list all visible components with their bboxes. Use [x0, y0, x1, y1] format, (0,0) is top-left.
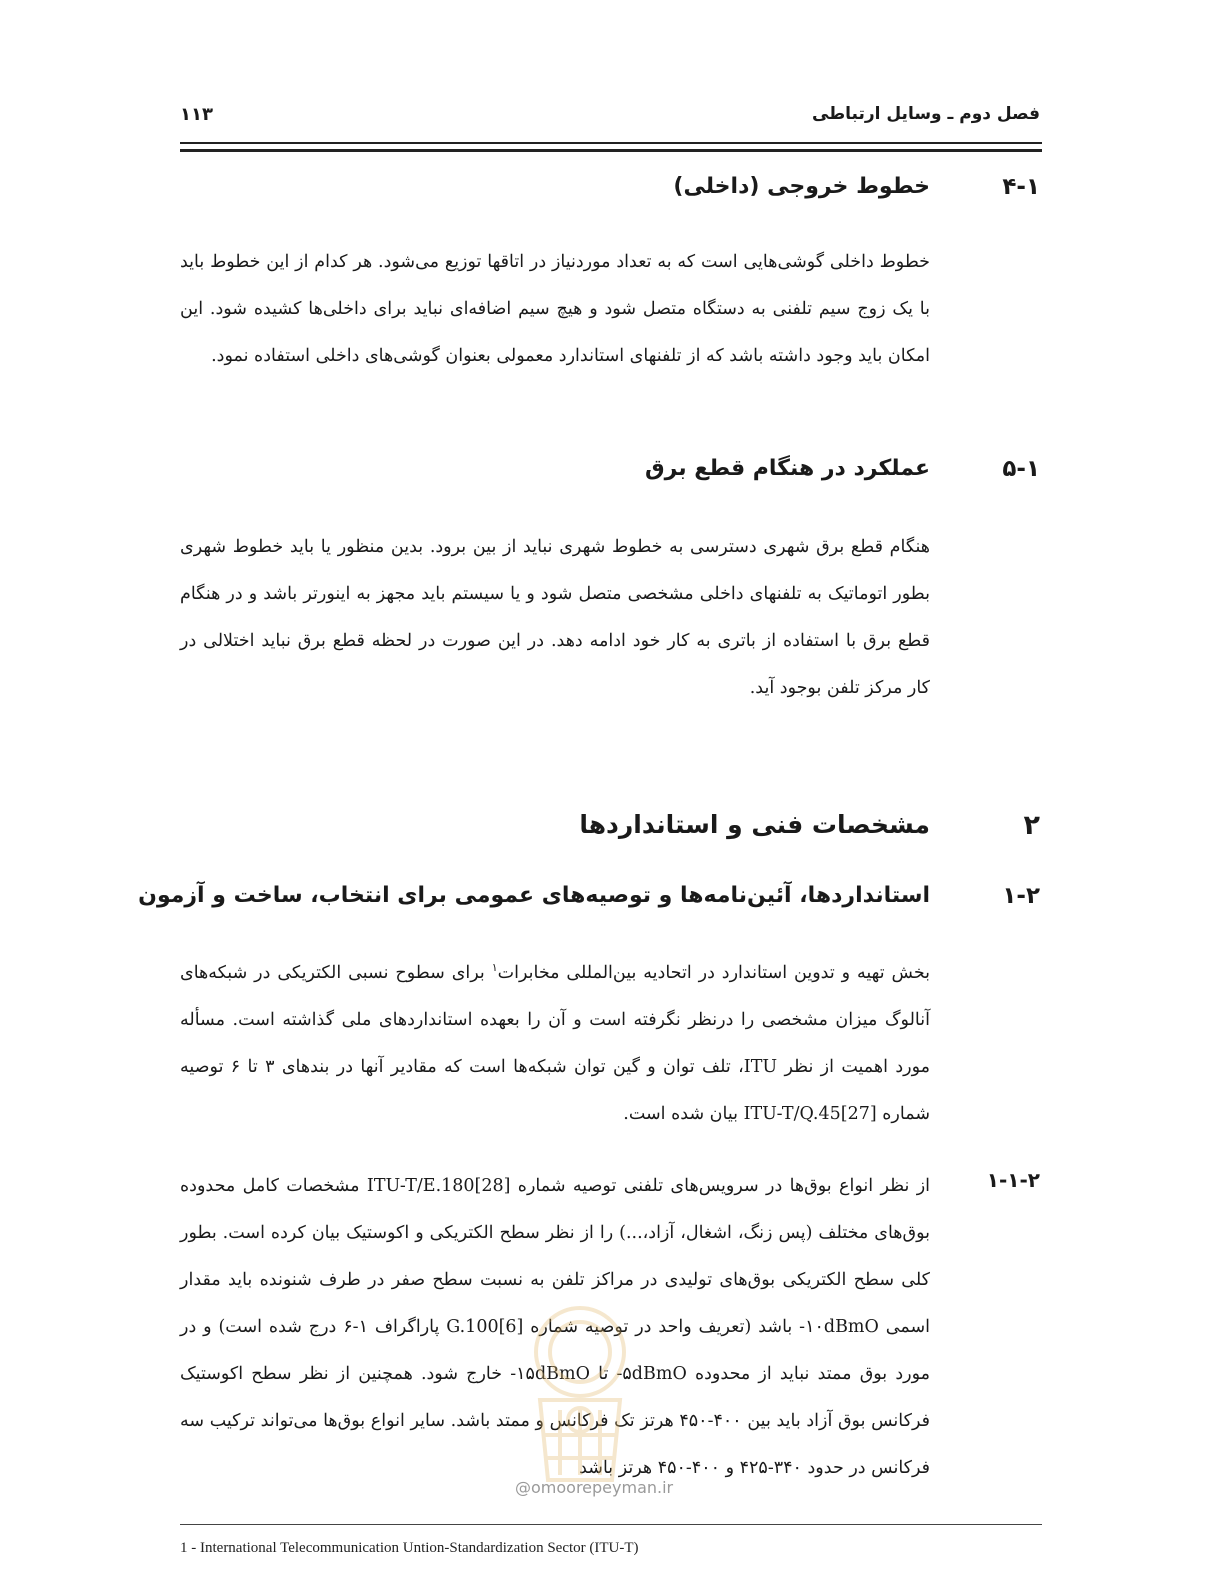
section-number: ۱-۲: [1002, 883, 1040, 909]
section-number: ۵-۱: [1002, 456, 1040, 482]
chapter-section-number: ۲: [1023, 810, 1040, 841]
chapter-title: فصل دوم ـ وسایل ارتباطی: [811, 104, 1040, 124]
watermark-text: @omoorepeyman.ir: [515, 1478, 674, 1497]
section-heading: عملکرد در هنگام قطع برق: [644, 456, 930, 481]
page-number: ۱۱۳: [180, 104, 213, 125]
section-paragraph: خطوط داخلی گوشی‌هایی است که به تعداد موردنیاز در اتاقها توزیع می‌شود. هر کدام از این خطوط باید با یک زوج سیم تلفنی به دستگاه متصل شود و هیچ سیم اضافه‌ای نباید برای داخلی‌ها کشیده شود. این امکان باید وجود داشته باشد که از تلفنهای استاندارد معمولی بعنوان گوشی‌های داخلی استفاده نمود.: [180, 252, 930, 366]
section-paragraph: از نظر انواع بوق‌ها در سرویس‌های تلفنی توصیه شماره ITU-T/E.180[28] مشخصات کامل محدوده بوق‌های مختلف (پس زنگ، اشغال، آزاد،...) را از نظر سطح الکتریکی و اکوستیک بیان کرده است. بطور کلی سطح الکتریکی بوق‌های تولیدی در مراکز تلفن به نسبت سطح صفر در طرف شنونده باید مقدار اسمی ‎-۱۰dBmO‎ باشد (تعریف واحد در توصیه شماره G.100[6] پاراگراف ۱-۶ درج شده است) و در مورد بوق ممتد نباید از محدوده ‎-۵dBmO‎ تا ‎-۱۵dBmO‎ خارج شود. همچنین از نظر سطح اکوستیک فرکانس بوق آزاد باید بین ۴۰۰-۴۵۰ هرتز تک فرکانس و ممتد باشد. سایر انواع بوق‌ها می‌تواند ترکیب سه فرکانس در حدود ۳۴۰-۴۲۵ و ۴۰۰-۴۵۰ هرتز باشد: [180, 1176, 931, 1478]
paragraph-text: بخش تهیه و تدوین استاندارد در اتحادیه بین‌المللی مخابرات: [497, 963, 930, 983]
footnote-rule: [180, 1524, 1042, 1525]
section-paragraph: هنگام قطع برق شهری دسترسی به خطوط شهری نباید از بین برود. بدین منظور یا باید خطوط شهری بطور اتوماتیک به تلفنهای داخلی مشخصی متصل شود و یا سیستم باید مجهز به اینورتر باشد و در هنگام قطع برق با استفاده از باتری به کار خود ادامه دهد. در این صورت در لحظه قطع برق نباید اختلالی در کار مرکز تلفن بوجود آید.: [180, 537, 930, 698]
section-heading: استانداردها، آئین‌نامه‌ها و توصیه‌های عمومی برای انتخاب، ساخت و آزمون: [138, 883, 930, 908]
section-paragraph: [180, 950, 930, 1138]
watermark-logo: [500, 1290, 660, 1490]
paragraph-text: برای سطوح نسبی الکتریکی در شبکه‌های آنالوگ میزان مشخصی را درنظر نگرفته است و آن را بعهده استانداردهای ملی گذاشته است. مسأله مورد اهمیت از نظر ITU، تلف توان و گین توان شبکه‌ها است که مقادیر آنها در بندهای ۳ تا ۶ توصیه شماره ITU-T/Q.45[27] بیان شده است.: [180, 963, 931, 1124]
footnote: 1 - International Telecommunication Untion-Standardization Sector (ITU-T): [180, 1540, 639, 1556]
section-number: ۴-۱: [1002, 174, 1040, 200]
header-rule-thick: [180, 149, 1042, 152]
chapter-section-heading: مشخصات فنی و استانداردها: [579, 810, 930, 839]
footnote-marker: ۱: [491, 961, 498, 975]
subsection-number: ۱-۱-۲: [986, 1168, 1040, 1192]
section-heading: خطوط خروجی (داخلی): [673, 174, 930, 199]
header-rule: [180, 142, 1042, 144]
